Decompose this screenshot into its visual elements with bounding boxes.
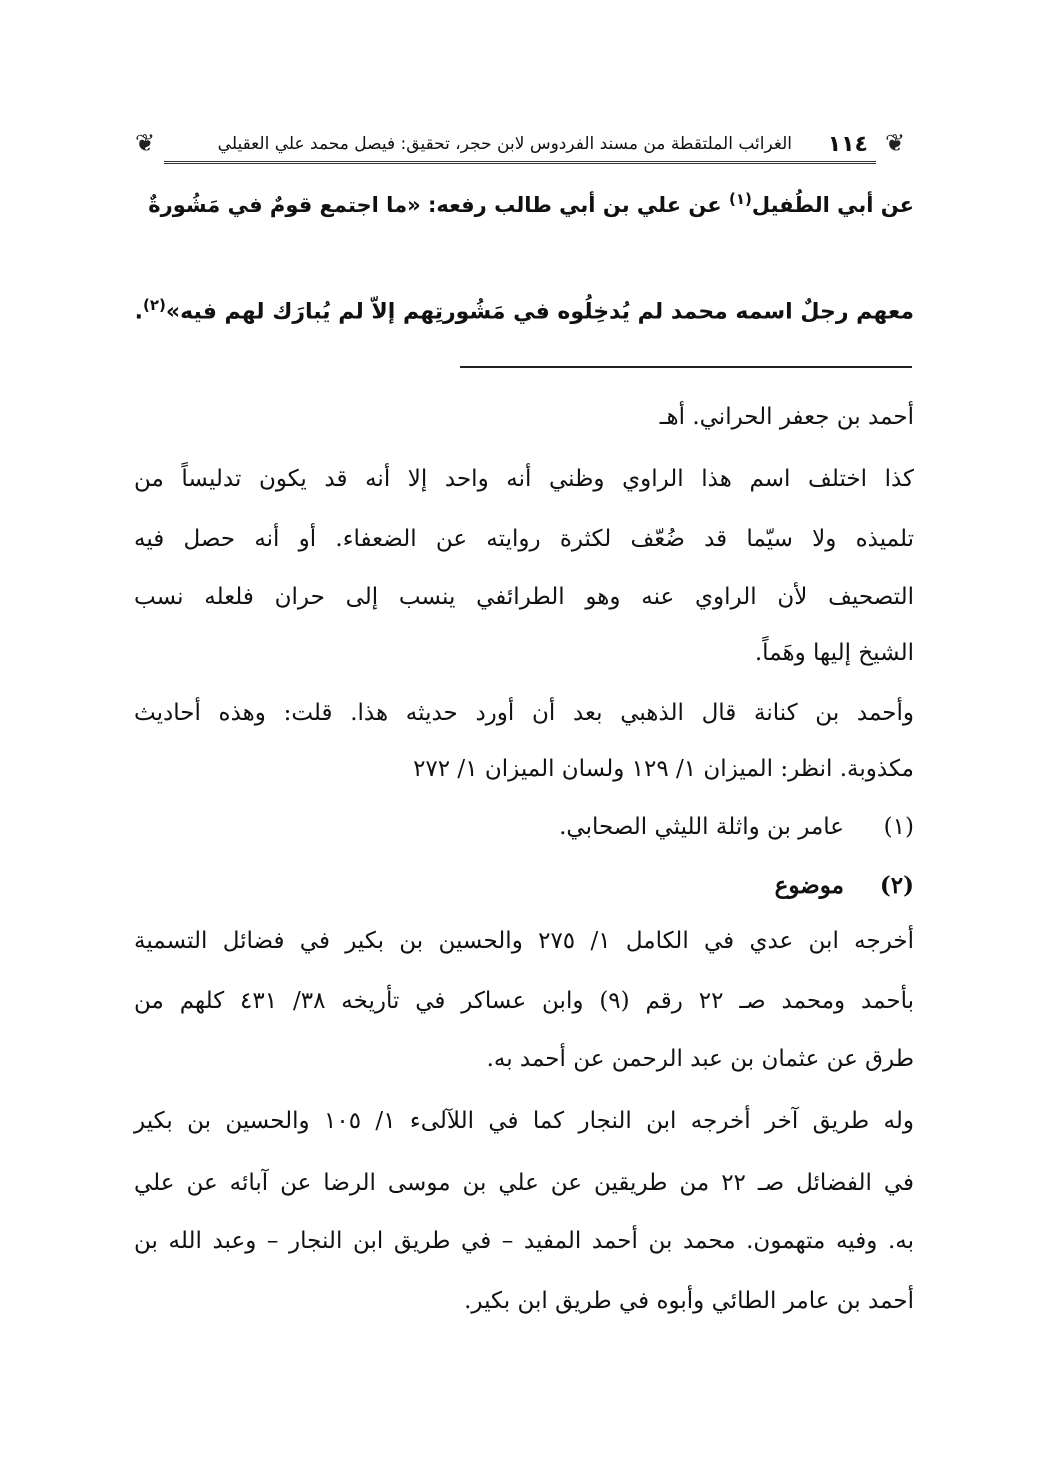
footnote-2-number: (٢): [879, 872, 914, 899]
hadith-line-2: معهم رجلٌ اسمه محمد لم يُدخِلُوه في مَشُورتِهم إلاّ لم يُبارَك لهم فيه»$^{(٢)}$.: [134, 296, 914, 325]
header-rule: [164, 161, 876, 164]
footnote-line: كذا اختلف اسم هذا الراوي وظني أنه واحد إلا أنه قد يكون تدليساً من: [134, 466, 914, 492]
footnote-line: التصحيف لأن الراوي عنه وهو الطرائفي ينسب إلى حران فلعله نسب: [134, 584, 914, 610]
footnote-line: طرق عن عثمان بن عبد الرحمن عن أحمد به.: [486, 1046, 914, 1072]
page-number: ١١٤: [827, 132, 868, 157]
ornament-icon: ❦: [134, 129, 156, 157]
footnote-line: أحمد بن عامر الطائي وأبوه في طريق ابن بكير.: [464, 1288, 914, 1314]
footnote-1-number: (١): [883, 814, 914, 840]
footnote-line: أحمد بن جعفر الحراني. أهـ: [659, 404, 914, 430]
footnote-1-text: عامر بن واثلة الليثي الصحابي.: [559, 814, 844, 840]
footnote-ref-1[interactable]: (١): [728, 190, 752, 208]
footnote-ref-2[interactable]: (٢): [143, 296, 166, 314]
footnote-line: في الفضائل صـ ٢٢ من طريقين عن علي بن موسى الرضا عن آبائه عن علي: [134, 1170, 915, 1196]
ornament-icon: ❦: [884, 129, 906, 157]
footnote-line: وله طريق آخر أخرجه ابن النجار كما في اللآلىء ١/ ١٠٥ والحسين بن بكير: [134, 1108, 914, 1134]
footnote-1: [134, 814, 914, 840]
footnote-line: به. وفيه متهمون. محمد بن أحمد المفيد – في طريق ابن النجار – وعبد الله بن: [134, 1228, 914, 1254]
page-header: [128, 124, 912, 164]
running-title: الغرائب الملتقطة من مسند الفردوس لابن حجر، تحقيق: فيصل محمد علي العقيلي: [217, 134, 792, 154]
footnote-line: الشيخ إليها وهَماً.: [754, 640, 914, 666]
footnote-line: مكذوبة. انظر: الميزان ١/ ١٢٩ ولسان الميزان ١/ ٢٧٢: [413, 756, 914, 782]
footnote-2: [134, 872, 914, 899]
footnote-line: تلميذه ولا سيّما قد ضُعّف لكثرة روايته عن الضعفاء. أو أنه حصل فيه: [134, 526, 914, 552]
hadith-line-1: عن أبي الطُفيل$^{(١)}$ عن علي بن أبي طالب رفعه: «ما اجتمع قومٌ في مَشُورةٌ: [148, 190, 914, 217]
footnote-line: أخرجه ابن عدي في الكامل ١/ ٢٧٥ والحسين بن بكير في فضائل التسمية: [134, 928, 914, 954]
footnote-line: وأحمد بن كنانة قال الذهبي بعد أن أورد حديثه هذا. قلت: وهذه أحاديث: [134, 700, 914, 726]
footnote-separator: [460, 366, 912, 368]
footnote-line: بأحمد ومحمد صـ ٢٢ رقم (٩) وابن عساكر في تأريخه ٣٨/ ٤٣١ كلهم من: [134, 988, 914, 1014]
footnote-2-text: موضوع: [774, 872, 844, 899]
